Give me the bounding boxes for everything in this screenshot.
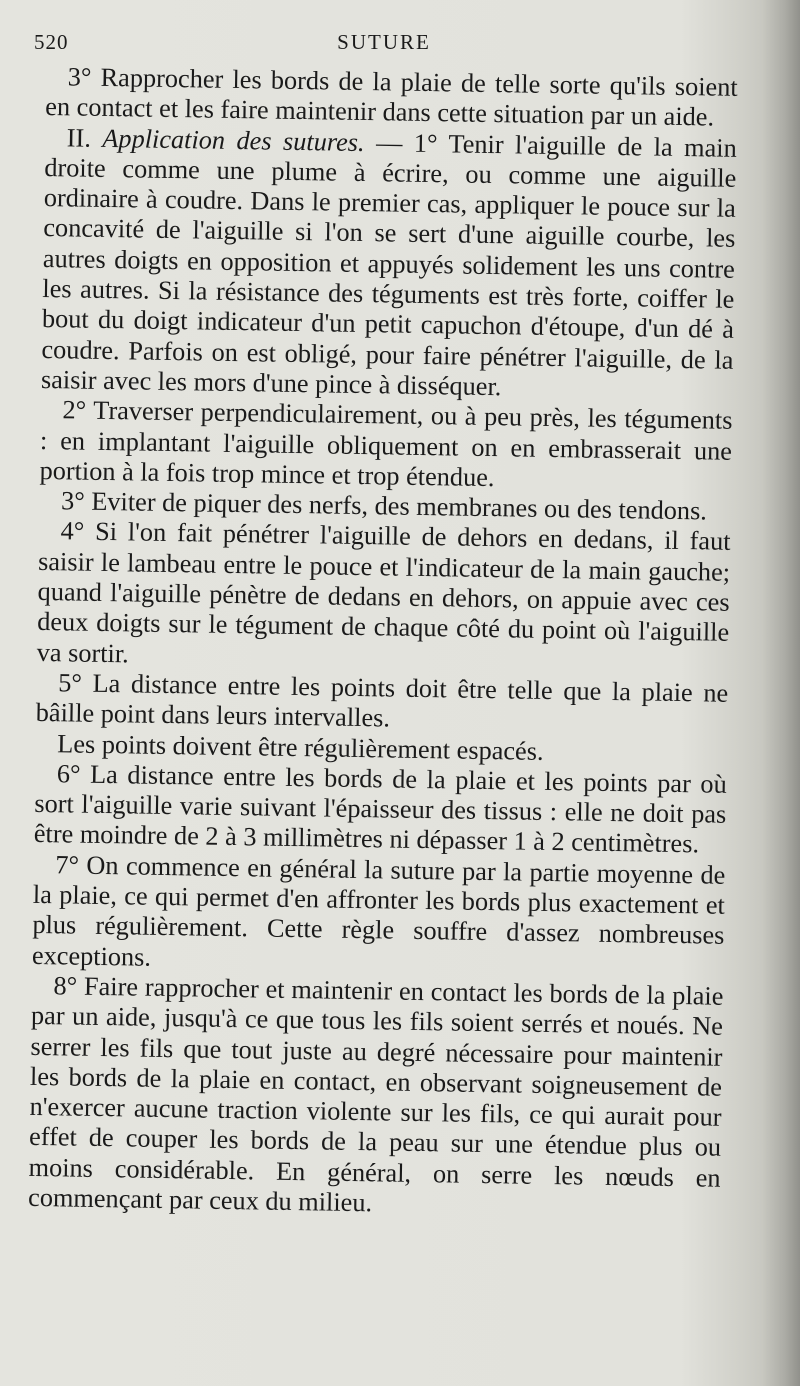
paragraph-step-7: 7° On commence en général la suture par la partie moyenne de la plaie, ce qui permet d'en affronter les bords plus exactement et plus régulièrement. Cette règle souffre d'assez nombreuses exceptions. (31, 849, 726, 972)
page-header (34, 30, 734, 60)
paragraph-step-2: 2° Traverser perpendiculairement, ou à peu près, les téguments : en implantant l'aiguille obliquement on en embrasserait une portion à la fois trop mince et trop étendue. (39, 395, 733, 492)
paragraph-text: — 1° Tenir l'aiguille de la main droite comme une plume à écrire, ou comme une aiguille ordinaire à coudre. Dans le premier cas, appliquer le pouce sur la concavité de l'aiguille si l'on se sert d'une aiguille courbe, les autres doigts en opposition et appuyés solidement les uns contre les autres. Si la résistance des téguments est très forte, coiffer le bout du doigt indicateur d'un petit capuchon d'étoupe, d'un dé à coudre. Parfois on est obligé, pour faire pénétrer l'aiguille, de la saisir avec les mors d'une pince à disséquer. (40, 127, 737, 402)
page-number: 520 (34, 30, 69, 54)
running-title: SUTURE (337, 30, 431, 54)
binding-shadow (762, 0, 800, 1386)
section-number: II. (66, 122, 103, 153)
paragraph-step-8: 8° Faire rapprocher et maintenir en contact les bords de la plaie par un aide, jusqu'à ce que tous les fils soient serrés et noués. Ne serrer les fils que tout juste au degré nécessaire pour maintenir les bords de la plaie en contact, en observant soigneusement de n'exercer aucune traction violente sur les fils, ce qui aurait pour effet de couper les bords de la peau sur une étendue plus ou moins considérable. En général, on serre les nœuds en commençant par ceux du milieu. (27, 971, 724, 1218)
paragraph-application (41, 123, 737, 407)
paragraph-step-3-prep: 3° Rapprocher les bords de la plaie de telle sorte qu'ils soient en contact et les faire maintenir dans cette situation par un aide. (45, 62, 738, 132)
paragraph-step-4: 4° Si l'on fait pénétrer l'aiguille de dehors en dedans, il faut saisir le lambeau entre le pouce et l'indicateur de la main gauche; quand l'aiguille pénètre de dedans en dehors, on appuie avec ces deux doigts sur le tégument de chaque côté du point où l'aiguille va sortir. (36, 516, 731, 669)
body-text (28, 62, 738, 1224)
section-heading: Application des sutures. (102, 123, 365, 157)
paragraph-step-3: 3° Eviter de piquer des nerfs, des membranes ou des tendons. (60, 486, 708, 526)
paragraph-spacing-note: Les points doivent être régulièrement espacés. (57, 728, 544, 766)
paragraph-step-5: 5° La distance entre les points doit être telle que la plaie ne bâille point dans leurs intervalles. (35, 668, 729, 733)
paragraph-step-6: 6° La distance entre les bords de la plaie et les points par où sort l'aiguille varie suivant l'épaisseur des tissus : elle ne doit pas être moindre de 2 à 3 millimètres ni dépasser 1 à 2 centimètres. (33, 759, 727, 859)
